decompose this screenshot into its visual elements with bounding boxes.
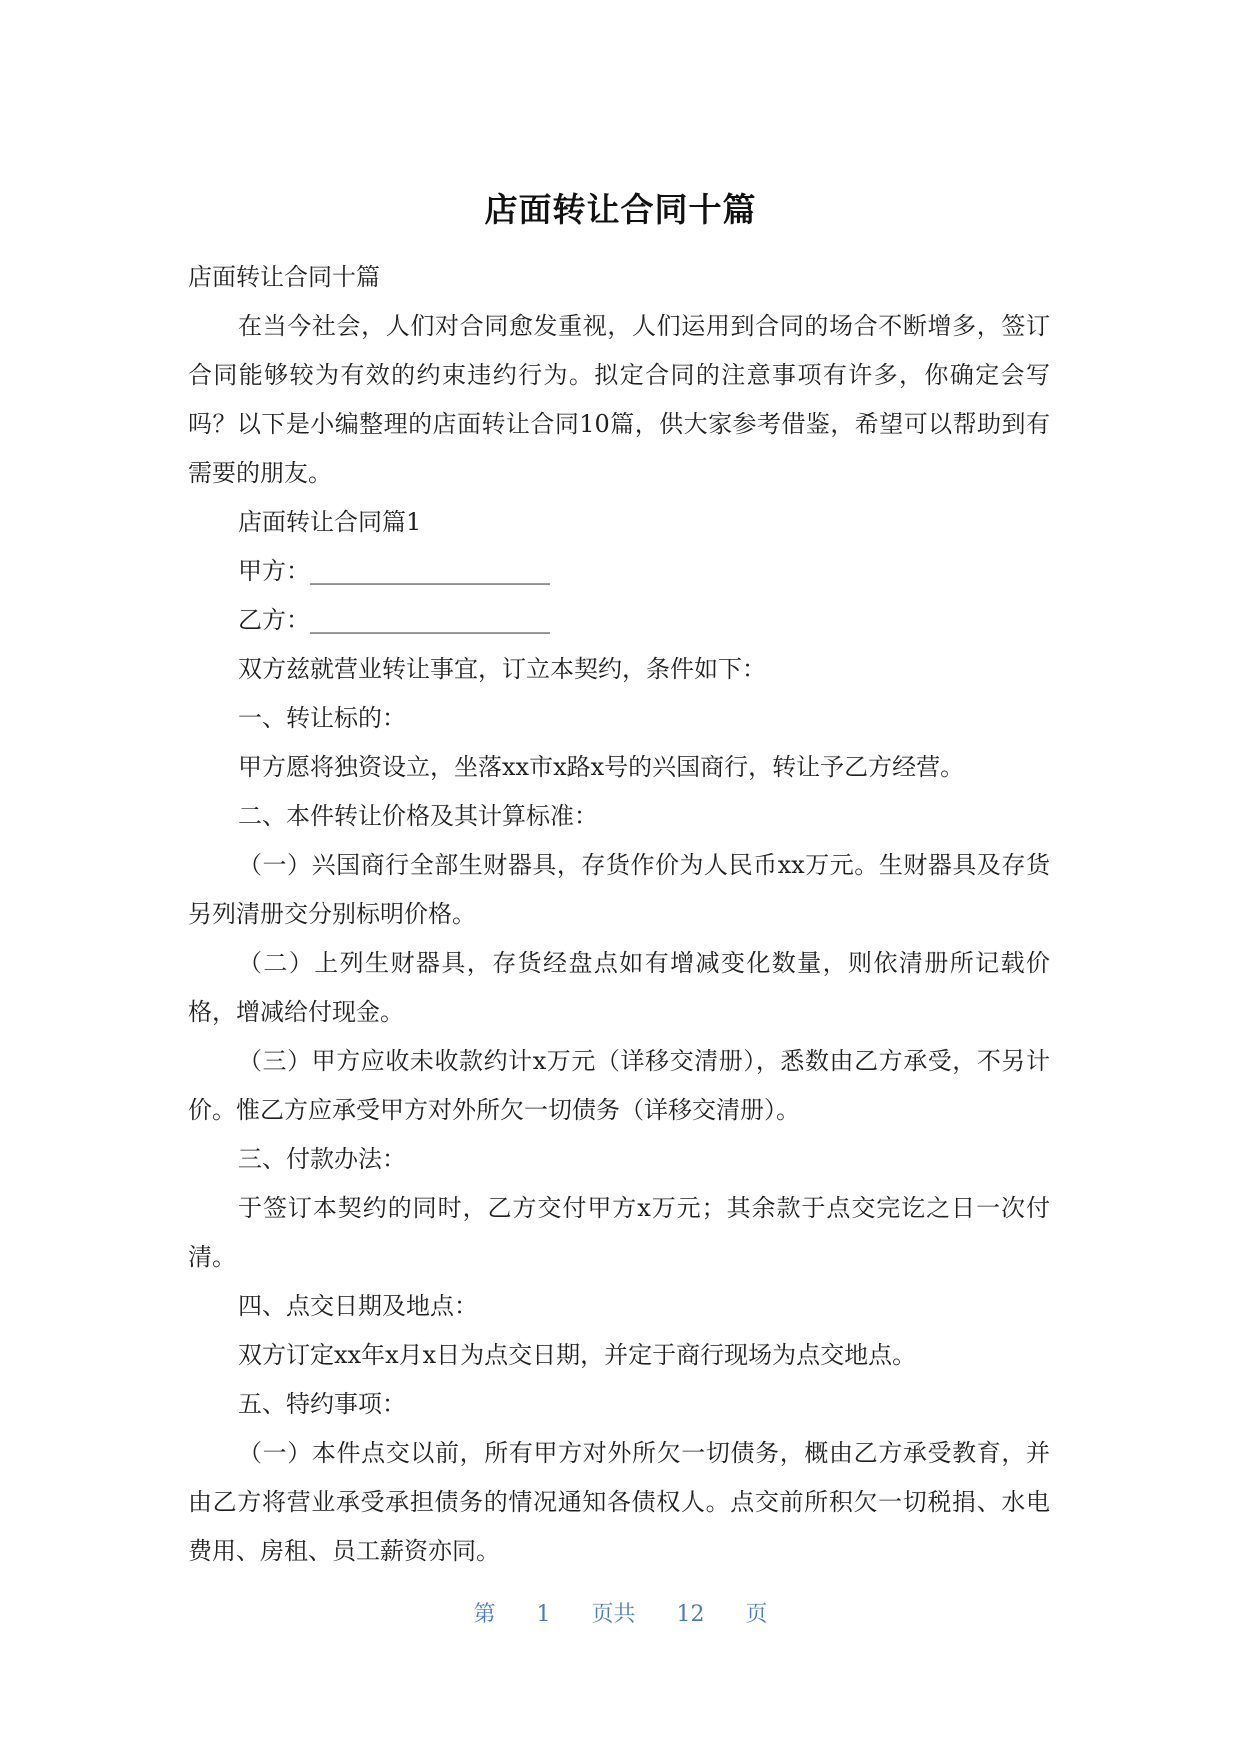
paragraph: 甲方愿将独资设立，坐落xx市x路x号的兴国商行，转让予乙方经营。 [238,753,965,781]
party-a-line: 甲方：____________________ [238,557,550,585]
document-body [188,253,1050,1576]
document-title: 店面转让合同十篇 [484,190,757,229]
clause-heading: 三、付款办法： [238,1145,406,1173]
footer-total-pages: 12 [676,1602,705,1627]
page-footer [0,1600,1241,1630]
paragraph: 于签订本契约的同时，乙方交付甲方x万元；其余款于点交完讫之日一次付清。 [188,1194,1050,1271]
clause-heading: 二、本件转让价格及其计算标准： [238,802,598,830]
party-b-line: 乙方：____________________ [238,606,550,634]
paragraph: 双方订定xx年x月x日为点交日期，并定于商行现场为点交地点。 [238,1341,917,1369]
paragraph: （一）本件点交以前，所有甲方对外所欠一切债务，概由乙方承受教育，并由乙方将营业承受承担债务的情况通知各债权人。点交前所积欠一切税捐、水电费用、房租、员工薪资亦同。 [188,1439,1050,1565]
clause-heading: 四、点交日期及地点： [238,1292,478,1320]
footer-current-page: 1 [536,1602,551,1627]
footer-prefix: 第 [473,1602,496,1627]
paragraph: （三）甲方应收未收款约计x万元（详移交清册），悉数由乙方承受，不另计价。惟乙方应承受甲方对外所欠一切债务（详移交清册）。 [188,1047,1050,1124]
clause-heading: 五、特约事项： [238,1390,406,1418]
paragraph: 双方兹就营业转让事宜，订立本契约，条件如下： [238,655,766,683]
paragraph: 在当今社会，人们对合同愈发重视，人们运用到合同的场合不断增多，签订合同能够较为有效的约束违约行为。拟定合同的注意事项有许多，你确定会写吗？以下是小编整理的店面转让合同10篇，供大家参考借鉴，希望可以帮助到有需要的朋友。 [188,312,1050,487]
footer-middle: 页共 [591,1602,636,1627]
clause-heading: 一、转让标的： [238,704,406,732]
section-heading: 店面转让合同篇1 [238,508,422,536]
paragraph: （二）上列生财器具，存货经盘点如有增减变化数量，则依清册所记载价格，增减给付现金。 [188,949,1050,1026]
paragraph: 店面转让合同十篇 [188,263,380,291]
paragraph: （一）兴国商行全部生财器具，存货作价为人民币xx万元。生财器具及存货另列清册交分别标明价格。 [188,851,1050,928]
footer-suffix: 页 [745,1602,768,1627]
